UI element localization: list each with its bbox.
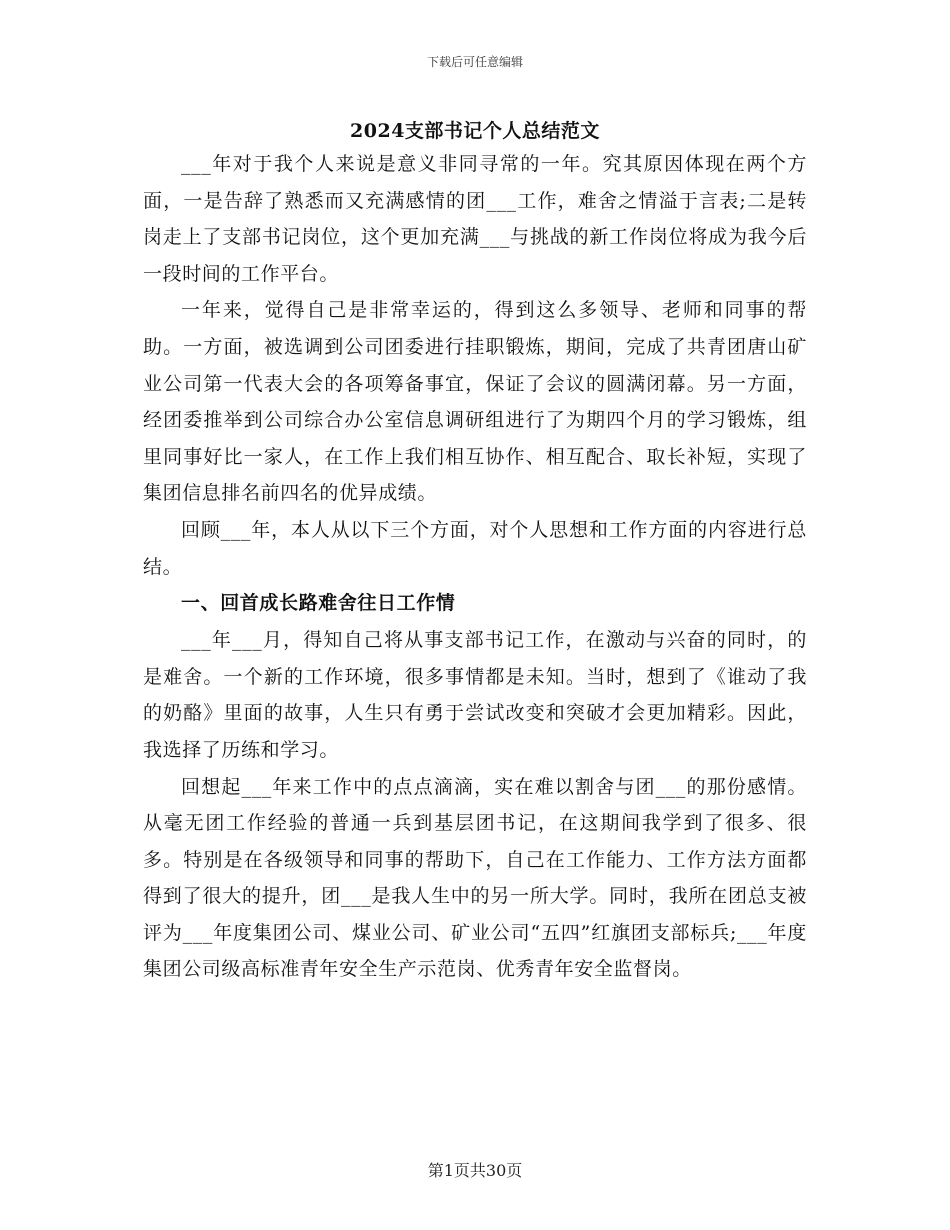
section-heading: 一、回首成长路难舍往日工作情 — [181, 592, 456, 615]
paragraph: ___年___月，得知自己将从事支部书记工作，在激动与兴奋的同时，的是难舍。一个新的工作环境，很多事情都是未知。当时，想到了《谁动了我的奶酪》里面的故事，人生只有勇于尝试改变和突破才会更加精彩。因此，我选择了历练和学习。 — [143, 629, 807, 761]
paragraph: ___年对于我个人来说是意义非同寻常的一年。究其原因体现在两个方面，一是告辞了熟悉而又充满感情的团___工作，难舍之情溢于言表;二是转岗走上了支部书记岗位，这个更加充满___与挑战的新工作岗位将成为我今后一段时间的工作平台。 — [143, 153, 807, 285]
page-footer: 第1页共30页 — [427, 1161, 523, 1180]
paragraph: 回想起___年来工作中的点点滴滴，实在难以割舍与团___的那份感情。从毫无团工作经验的普通一兵到基层团书记，在这期间我学到了很多、很多。特别是在各级领导和同事的帮助下，自己在工作能力、工作方法方面都得到了很大的提升，团___是我人生中的另一所大学。同时，我所在团总支被评为___年度集团公司、煤业公司、矿业公司“五四”红旗团支部标兵;___年度集团公司级高标准青年安全生产示范岗、优秀青年安全监督岗。 — [143, 775, 807, 981]
paragraph: 回顾___年，本人从以下三个方面，对个人思想和工作方面的内容进行总结。 — [143, 518, 807, 578]
document-title: 2024支部书记个人总结范文 — [350, 120, 600, 142]
paragraph: 一年来，觉得自己是非常幸运的，得到这么多领导、老师和同事的帮助。一方面，被选调到公司团委进行挂职锻炼，期间，完成了共青团唐山矿业公司第一代表大会的各项筹备事宜，保证了会议的圆满闭幕。另一方面，经团委推举到公司综合办公室信息调研组进行了为期四个月的学习锻炼，组里同事好比一家人，在工作上我们相互协作、相互配合、取长补短，实现了集团信息排名前四名的优异成绩。 — [143, 299, 807, 505]
document-body — [143, 146, 807, 988]
header-note: 下载后可任意编辑 — [426, 55, 523, 69]
